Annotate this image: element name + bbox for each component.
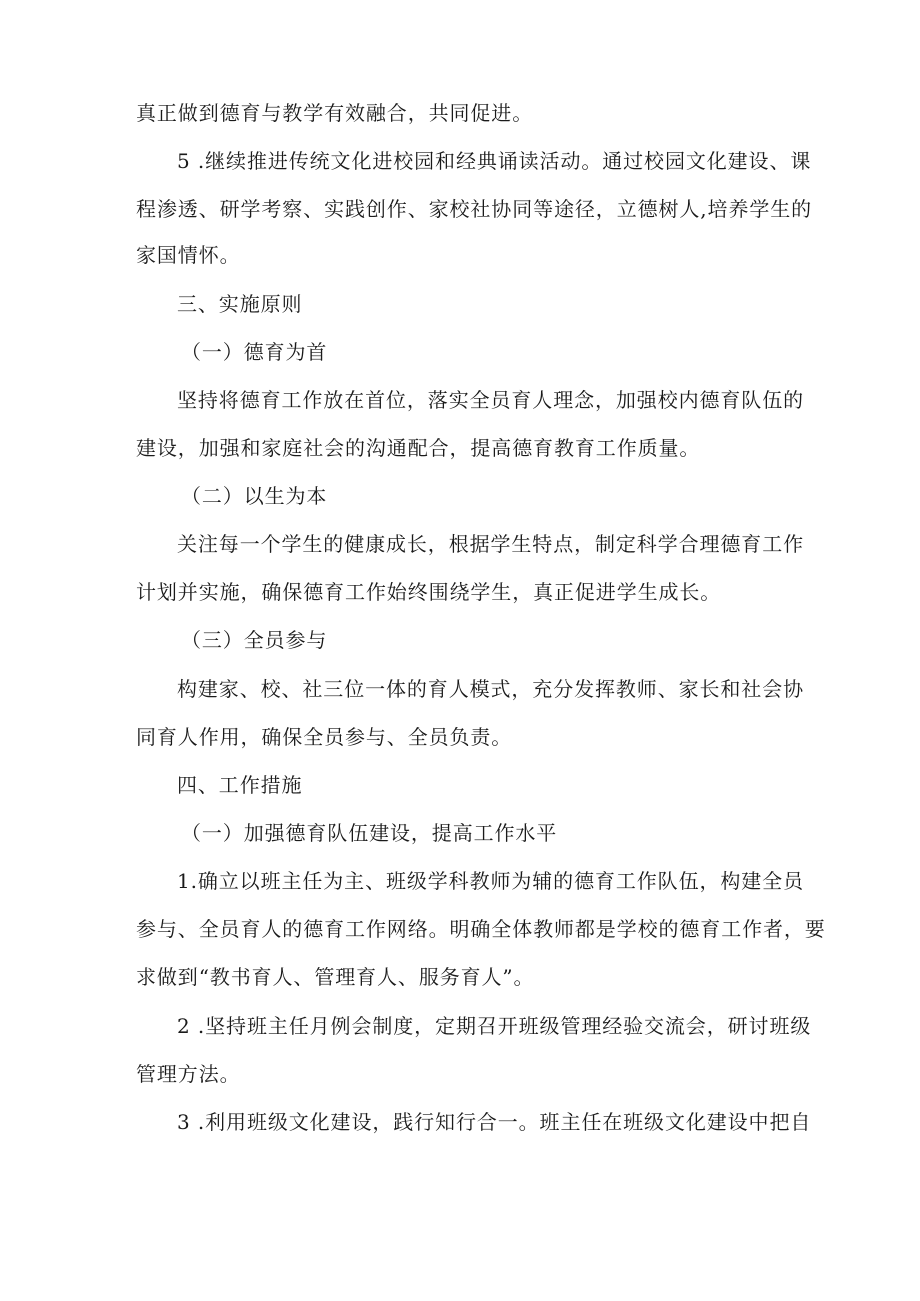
text-line: 坚持将德育工作放在首位，落实全员育人理念，加强校内德育队伍的: [177, 388, 804, 412]
text-line: 1.确立以班主任为主、班级学科教师为辅的德育工作队伍，构建全员: [177, 869, 804, 893]
text-line: 家国情怀。: [136, 243, 241, 267]
section-heading: 四、工作措施: [177, 773, 303, 797]
subsection-heading: （一）加强德育队伍建设，提高工作水平: [181, 821, 558, 845]
text-line: 关注每一个学生的健康成长，根据学生特点，制定科学合理德育工作: [177, 532, 804, 556]
text-line: 3 .利用班级文化建设，践行知行合一。班主任在班级文化建设中把自: [177, 1110, 812, 1134]
text-line: 计划并实施，确保德育工作始终围绕学生，真正促进学生成长。: [136, 580, 722, 604]
text-line: 建设，加强和家庭社会的沟通配合，提高德育教育工作质量。: [136, 436, 701, 460]
text-line: 2 .坚持班主任月例会制度，定期召开班级管理经验交流会，研讨班级: [177, 1014, 812, 1038]
subsection-heading: （二）以生为本: [181, 484, 328, 508]
text-line: 5 .继续推进传统文化进校园和经典诵读活动。通过校园文化建设、课: [177, 149, 812, 173]
subsection-heading: （一）德育为首: [181, 340, 328, 364]
text-line: 求做到“教书育人、管理育人、服务育人”。: [136, 965, 535, 989]
text-line: 管理方法。: [136, 1062, 241, 1086]
section-heading: 三、实施原则: [177, 292, 303, 316]
text-line: 真正做到德育与教学有效融合，共同促进。: [136, 101, 534, 125]
subsection-heading: （三）全员参与: [181, 628, 328, 652]
text-line: 构建家、校、社三位一体的育人模式，充分发挥教师、家长和社会协: [177, 677, 804, 701]
text-line: 参与、全员育人的德育工作网络。明确全体教师都是学校的德育工作者，要: [136, 917, 826, 941]
text-line: 程渗透、研学考察、实践创作、家校社协同等途径，立德树人,培养学生的: [136, 197, 813, 221]
text-line: 同育人作用，确保全员参与、全员负责。: [136, 725, 513, 749]
